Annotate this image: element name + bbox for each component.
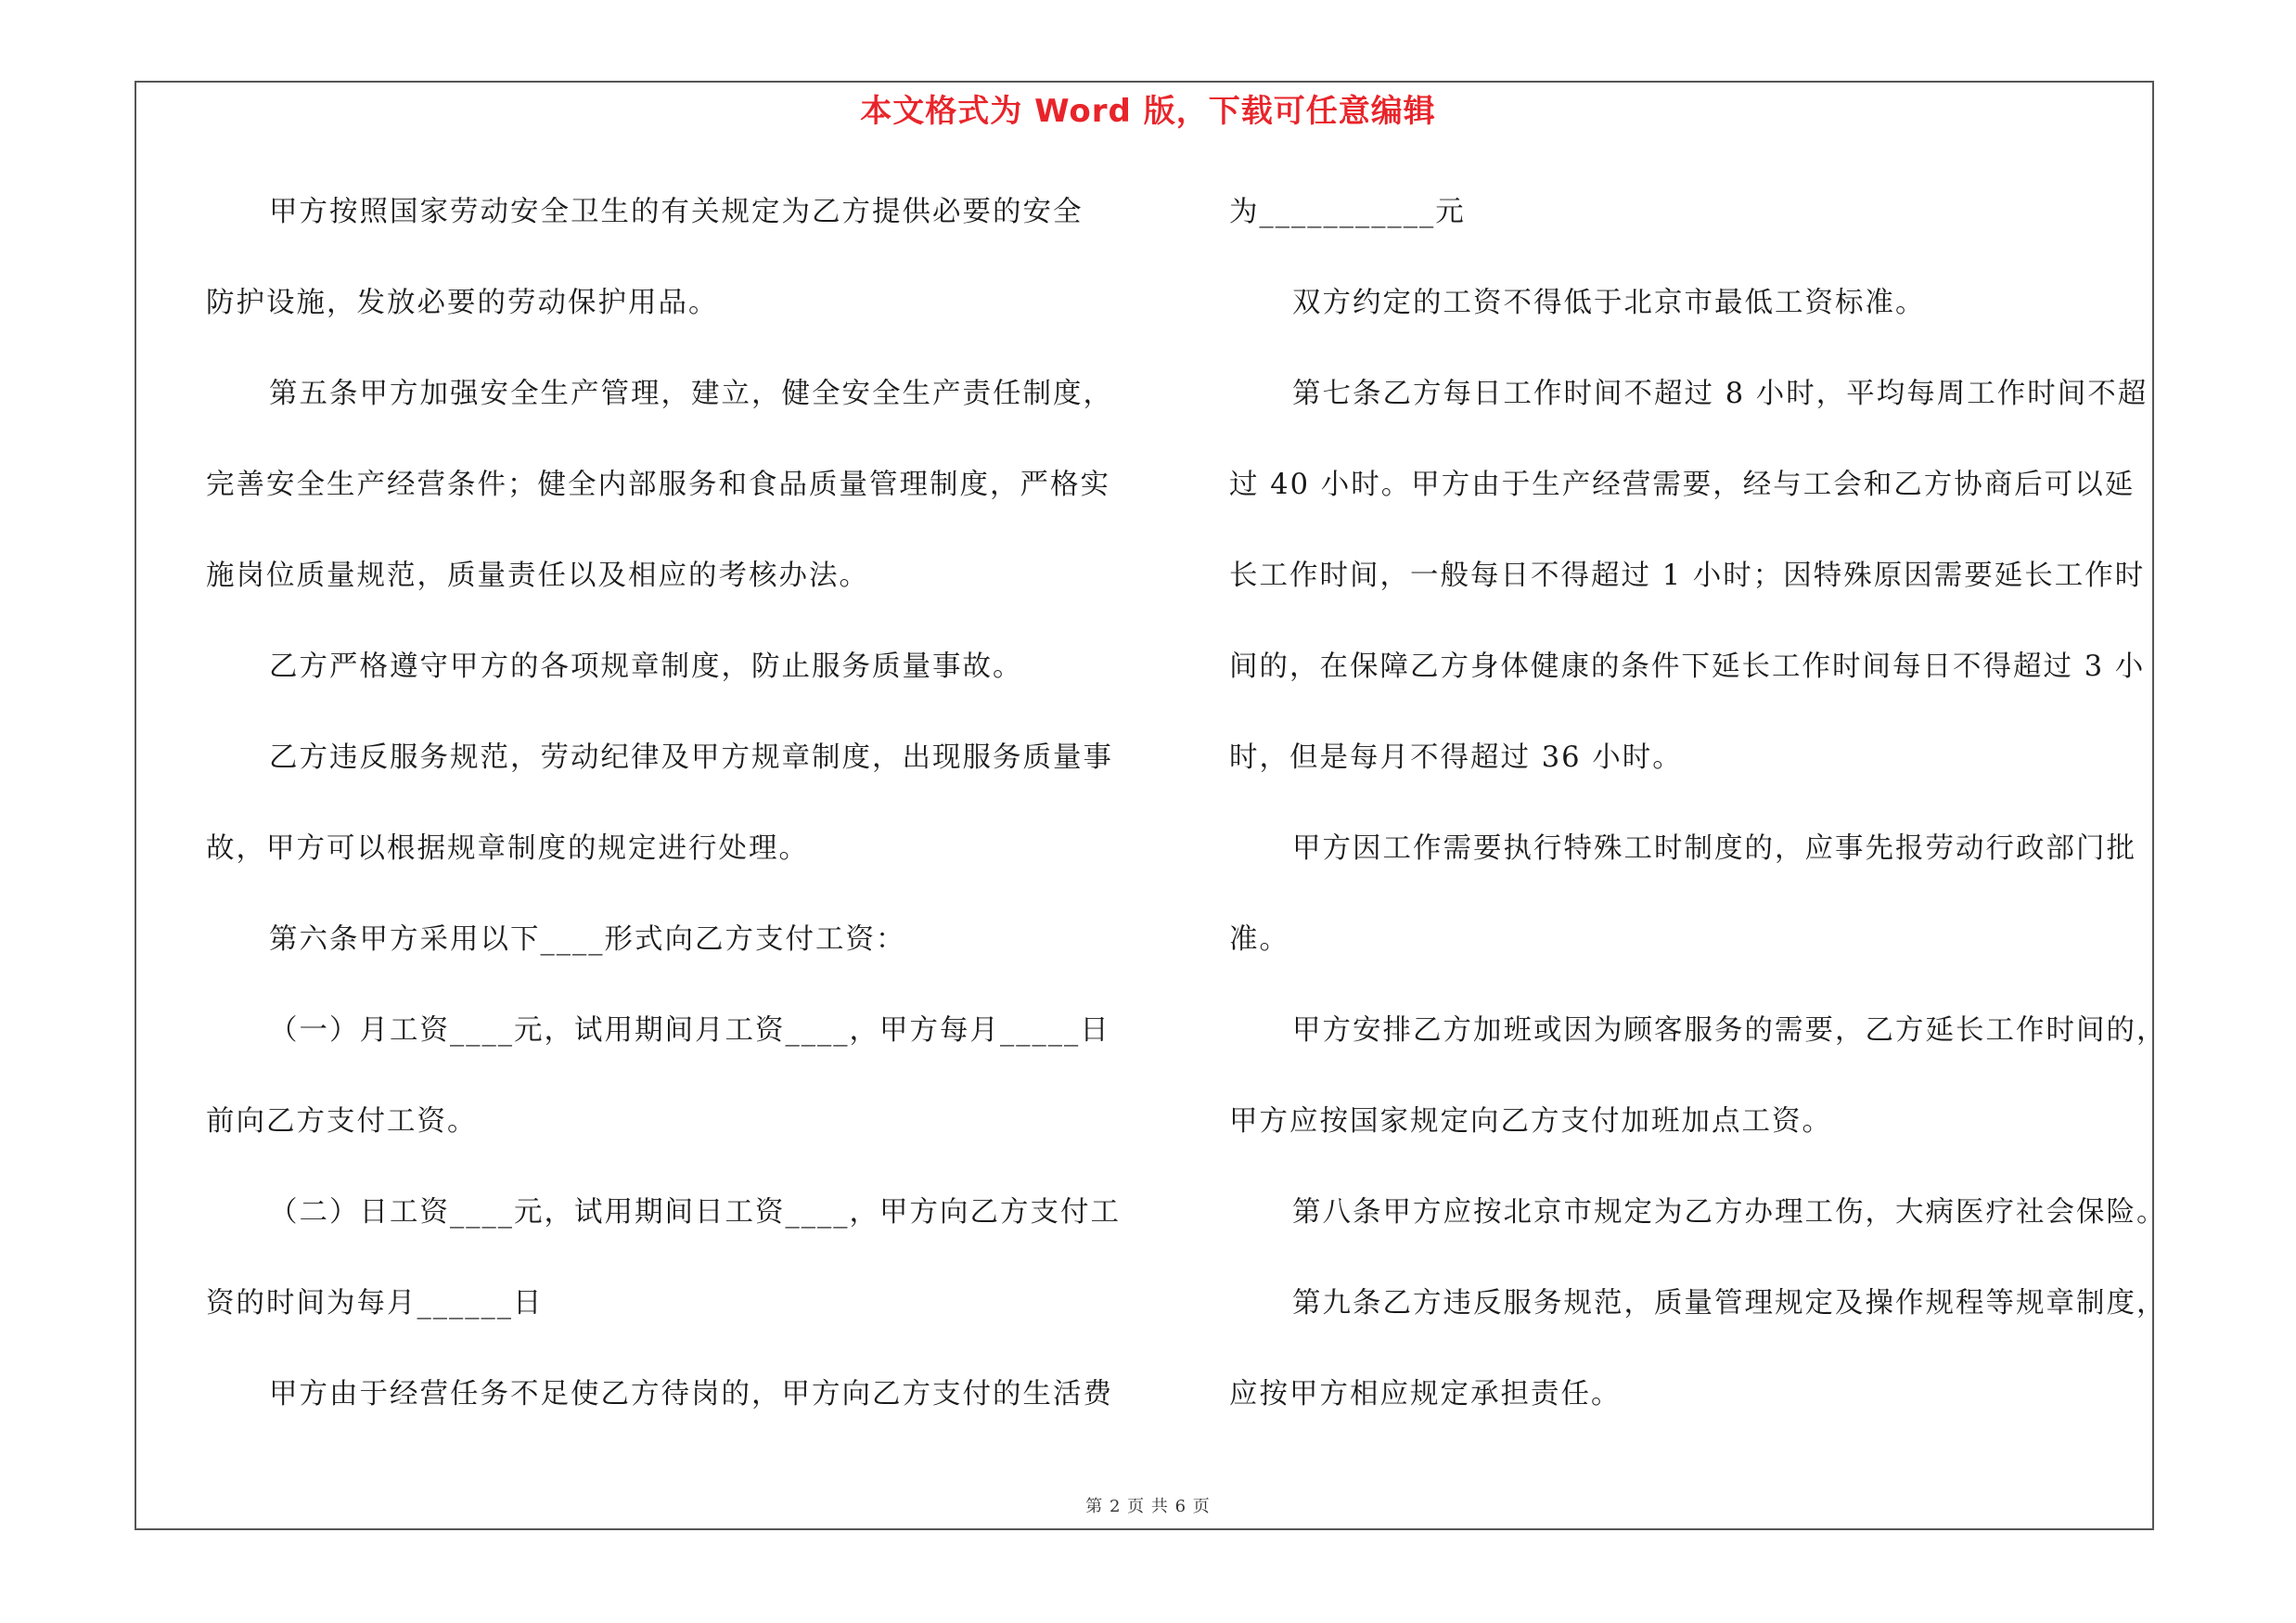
text-line: （一）月工资____元，试用期间月工资____，甲方每月_____日: [269, 1014, 1110, 1047]
text-line: 甲方由于经营任务不足使乙方待岗的，甲方向乙方支付的生活费: [269, 1378, 1113, 1410]
text-line: 过 40 小时。甲方由于生产经营需要，经与工会和乙方协商后可以延: [1229, 469, 2136, 501]
text-line: 乙方违反服务规范，劳动纪律及甲方规章制度，出现服务质量事: [269, 741, 1113, 774]
text-line: 甲方按照国家劳动安全卫生的有关规定为乙方提供必要的安全: [269, 196, 1084, 228]
text-line: 甲方应按国家规定向乙方支付加班加点工资。: [1229, 1105, 1832, 1138]
text-line: 前向乙方支付工资。: [206, 1105, 478, 1138]
text-line: 第七条乙方每日工作时间不超过 8 小时，平均每周工作时间不超: [1292, 378, 2148, 410]
format-notice-banner: 本文格式为 Word 版，下载可任意编辑: [860, 93, 1436, 130]
text-line: 甲方因工作需要执行特殊工时制度的，应事先报劳动行政部门批: [1292, 832, 2136, 865]
text-line: （二）日工资____元，试用期间日工资____，甲方向乙方支付工: [269, 1196, 1121, 1229]
text-line: 施岗位质量规范，质量责任以及相应的考核办法。: [206, 560, 869, 592]
text-line: 第五条甲方加强安全生产管理，建立，健全安全生产责任制度，: [269, 378, 1113, 410]
text-line: 为___________元: [1229, 196, 1466, 228]
right-column: [1229, 184, 2167, 1457]
text-line: 长工作时间，一般每日不得超过 1 小时；因特殊原因需要延长工作时: [1229, 560, 2146, 592]
page-number-footer: 第 2 页 共 6 页: [1085, 1497, 1211, 1516]
text-line: 间的，在保障乙方身体健康的条件下延长工作时间每日不得超过 3 小: [1229, 650, 2146, 683]
text-line: 乙方严格遵守甲方的各项规章制度，防止服务质量事故。: [269, 650, 1023, 683]
text-line: 资的时间为每月______日: [206, 1287, 544, 1320]
text-line: 第六条甲方采用以下____形式向乙方支付工资：: [269, 923, 906, 956]
text-line: 应按甲方相应规定承担责任。: [1229, 1378, 1622, 1410]
text-line: 防护设施，发放必要的劳动保护用品。: [206, 287, 719, 319]
text-line: 时，但是每月不得超过 36 小时。: [1229, 741, 1683, 774]
text-line: 故，甲方可以根据规章制度的规定进行处理。: [206, 832, 809, 865]
left-column: [206, 184, 1134, 1457]
text-line: 第九条乙方违反服务规范，质量管理规定及操作规程等规章制度，: [1292, 1287, 2167, 1320]
text-line: 第八条甲方应按北京市规定为乙方办理工伤，大病医疗社会保险。: [1292, 1196, 2167, 1229]
text-line: 准。: [1229, 923, 1289, 956]
text-line: 双方约定的工资不得低于北京市最低工资标准。: [1292, 287, 1926, 319]
text-line: 甲方安排乙方加班或因为顾客服务的需要，乙方延长工作时间的，: [1292, 1014, 2167, 1047]
text-line: 完善安全生产经营条件；健全内部服务和食品质量管理制度，严格实: [206, 469, 1110, 501]
